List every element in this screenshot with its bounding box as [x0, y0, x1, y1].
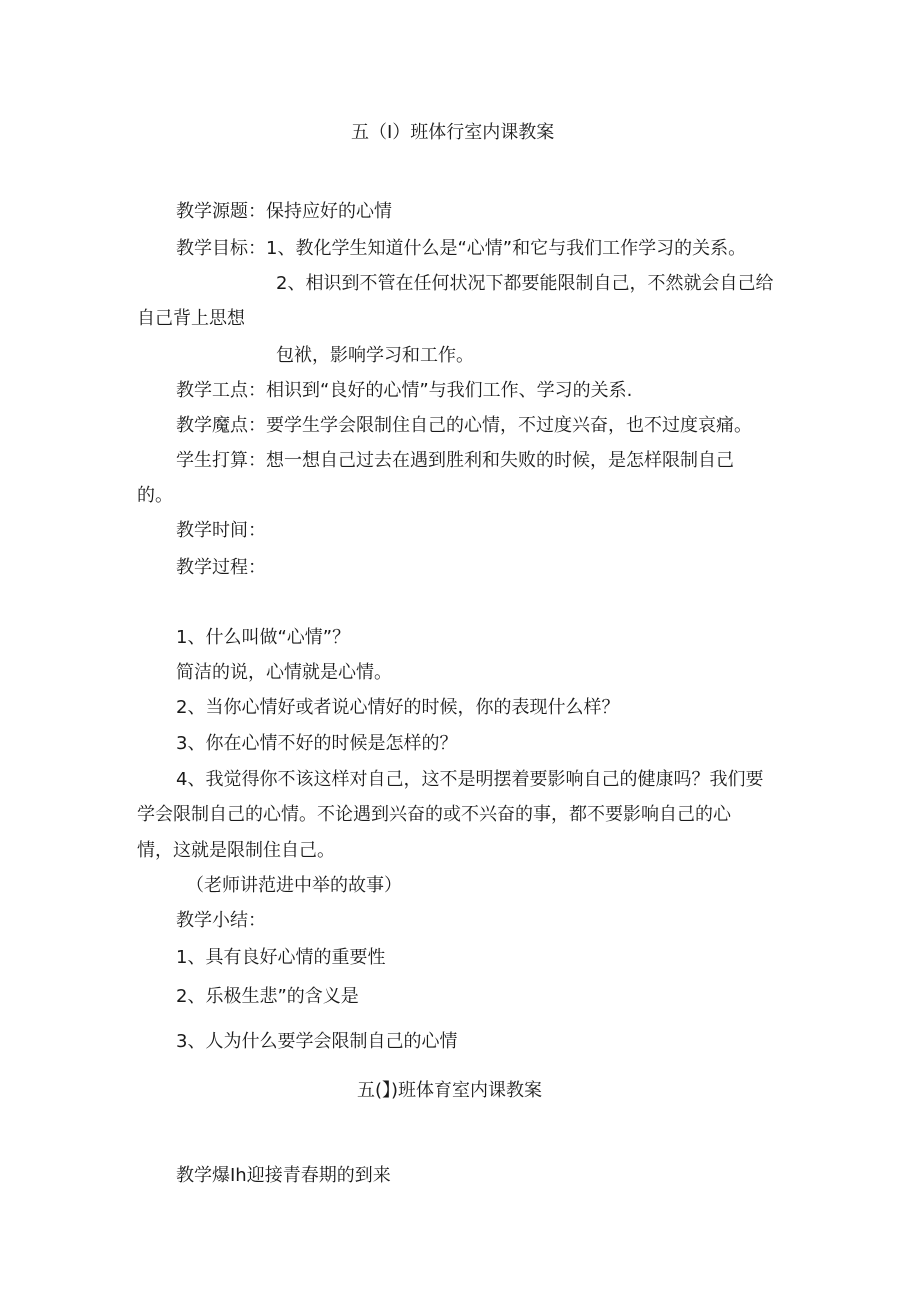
question-3: 3、你在心情不好的时候是怎样的？: [176, 733, 458, 754]
teaching-goal-2-line-1: 2、相识到不管在任何状况下都要能限制自己，不然就会自己给: [276, 273, 774, 294]
student-preparation-line-2: 的。: [137, 485, 173, 506]
teaching-goal-1: 教学目标：1、教化学生知道什么是“心情”和它与我们工作学习的关系。: [176, 238, 747, 259]
teaching-time: 教学时间：: [176, 520, 266, 541]
teaching-goal-2-line-2: 自己背上思想: [137, 308, 245, 329]
summary-item-2: 2、乐极生悲”的含义是: [176, 986, 359, 1007]
teaching-key-point: 教学工点：相识到“良好的心情”与我们工作、学习的关系.: [176, 380, 633, 401]
lesson-plan-title: 五（I）班体行室内课教案: [351, 122, 555, 143]
question-1: 1、什么叫做“心情”？: [176, 627, 351, 648]
teaching-goal-2-line-3: 包袱，影响学习和工作。: [276, 345, 474, 366]
summary-title: 教学小结：: [176, 910, 266, 931]
student-preparation-line-1: 学生打算：想一想自己过去在遇到胜利和失败的时候，是怎样限制自己: [176, 450, 734, 471]
teaching-topic: 教学源题：保持应好的心情: [176, 201, 392, 222]
second-lesson-plan-title: 五(】)班体育室内课教案: [357, 1080, 543, 1101]
question-4-line-2: 学会限制自己的心情。不论遇到兴奋的或不兴奋的事，都不要影响自己的心: [137, 804, 731, 825]
summary-item-1: 1、具有良好心情的重要性: [176, 947, 386, 968]
second-teaching-topic: 教学爆Ih迎接青春期的到来: [176, 1165, 391, 1186]
teaching-difficult-point: 教学魔点：要学生学会限制住自己的心情，不过度兴奋，也不过度哀痛。: [176, 415, 752, 436]
question-2: 2、当你心情好或者说心情好的时候，你的表现什么样？: [176, 697, 620, 718]
summary-item-3: 3、人为什么要学会限制自己的心情: [176, 1031, 458, 1052]
question-4-line-1: 4、我觉得你不该这样对自己，这不是明摆着要影响自己的健康吗？我们要: [176, 769, 764, 790]
story-note: （老师讲范进中举的故事）: [186, 875, 402, 896]
teaching-process: 教学过程：: [176, 557, 266, 578]
answer-1: 简洁的说，心情就是心情。: [176, 662, 392, 683]
question-4-line-3: 情，这就是限制住自己。: [137, 840, 335, 861]
